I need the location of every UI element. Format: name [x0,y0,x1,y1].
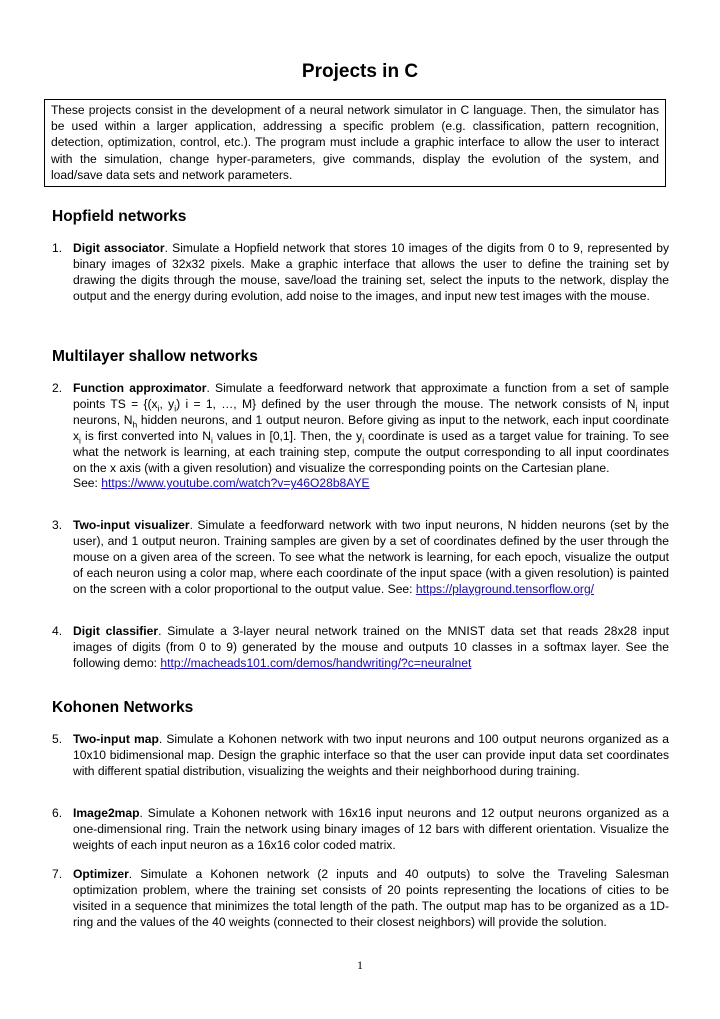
page-title: Projects in C [301,61,419,82]
item-body [73,624,669,672]
list-item-2 [52,381,669,492]
item-number: 5. [52,732,63,746]
item-body [73,806,669,854]
item-text: . Simulate a feedforward network with two input neurons, N hidden neurons (set by the user), and 1 output neuron. Training samples are given by a set of coordinates defined by the user through the mouse on a given area of the screen. To see what the network is learning, for each epoch, visualize the output of each neuron using a color map, where each coordinate of the input space (with a given resolution) is painted on the screen with a color proportional to the output value. See: [73,518,669,596]
list-item-4 [52,624,669,672]
list-item-6 [52,806,669,854]
see-label: See: [73,476,102,491]
item-text: . Simulate a Kohonen network (2 inputs and 40 outputs) to solve the Traveling Salesman optimization problem, where the training set consists of 20 points representing the locations of cities to be visited in a sequence that minimizes the total length of the path. The output map has to be organized as a 1D-ring and the values of the 40 weights (connected to their closest neighbors) will provide the solution. [73,867,669,929]
item-number: 2. [52,381,63,395]
item-number: 6. [52,806,63,820]
list-item-5 [52,732,669,780]
list-item-7 [52,867,669,931]
item-body [73,867,669,931]
item-name: Optimizer [73,867,129,881]
item-name: Image2map [73,806,140,820]
item-text: . Simulate a 3-layer neural network trained on the MNIST data set that reads 28x28 input images of digits (from 0 to 9) generated by the mouse and outputs 10 classes in a softmax layer. See the following demo: [73,624,669,670]
item-body: Function approximator. Simulate a feedforward network that approximate a function from a set of sample points TS = {($x_i$, $y_i$) i = 1, …, M} defined by the user through the mouse. The network consists of $N_i$ input neurons, $N_h$ hidden neurons, and 1 output neuron. Before giving as input to the network, each input coordinate $x_i$ is first converted into $N_i$ values in [0,1]. Then, the $y_i$ coordinate is used as a target value for training. To see what the network is learning, at each training step, compute the output corresponding to all input coordinates on the x axis (with a given resolution) and visualize the corresponding points on the Cartesian plane. See: https://www.youtube.com/watch?v=y46O28b8AYE [73,381,669,491]
item-body [73,241,669,305]
item-text: . Simulate a Kohonen network with 16x16 input neurons and 12 output neurons organized as a one-dimensional ring. Train the network using binary images of 12 bars with different orientation. Visualize the weights of each input neuron as a 16x16 color coded matrix. [73,806,669,852]
item-name: Function approximator [73,381,207,395]
page-number: 1 [357,958,363,972]
list-item-1 [52,241,669,305]
item-name: Two-input map [73,732,159,746]
item-number: 1. [52,241,63,255]
item-name: Digit classifier [73,624,159,638]
item-text: . Simulate a Hopfield network that stores 10 images of the digits from 0 to 9, represented by binary images of 32x32 pixels. Make a graphic interface that allows the user to define the training set by drawing the digits through the mouse, save/load the training set, select the inputs to the network, display the output and the energy during evolution, add noise to the images, and input new test images with the mouse. [73,241,669,303]
intro-box: These projects consist in the development of a neural network simulator in C language. Then, the simulator has be used within a larger application, addressing a specific problem (e.g. classification, pattern recognition, detection, optimization, control, etc.). The program must include a graphic interface to allow the user to interact with the simulation, change hyper-parameters, give commands, display the evolution of the system, and load/save data sets and network parameters. [44,99,666,187]
demo-link[interactable]: http://macheads101.com/demos/handwriting/?c=neuralnet [160,655,472,670]
section-heading-kohonen: Kohonen Networks [52,699,194,716]
youtube-link[interactable]: https://www.youtube.com/watch?v=y46O28b8AYE [101,476,370,491]
item-name: Two-input visualizer [73,518,190,532]
item-number: 3. [52,518,63,532]
section-heading-hopfield: Hopfield networks [52,208,187,225]
item-body [73,518,669,598]
playground-link[interactable]: https://playground.tensorflow.org/ [415,581,595,596]
item-text: . Simulate a Kohonen network with two input neurons and 100 output neurons organized as a 10x10 bidimensional map. Design the graphic interface so that the user can provide input data set coordinates with different spatial distribution, visualizing the weights and their neighborhood during training. [73,732,669,778]
item-number: 7. [52,867,63,881]
item-name: Digit associator [73,241,165,255]
list-item-3 [52,518,669,598]
section-heading-multilayer: Multilayer shallow networks [52,348,258,365]
item-body [73,732,669,780]
item-number: 4. [52,624,63,638]
